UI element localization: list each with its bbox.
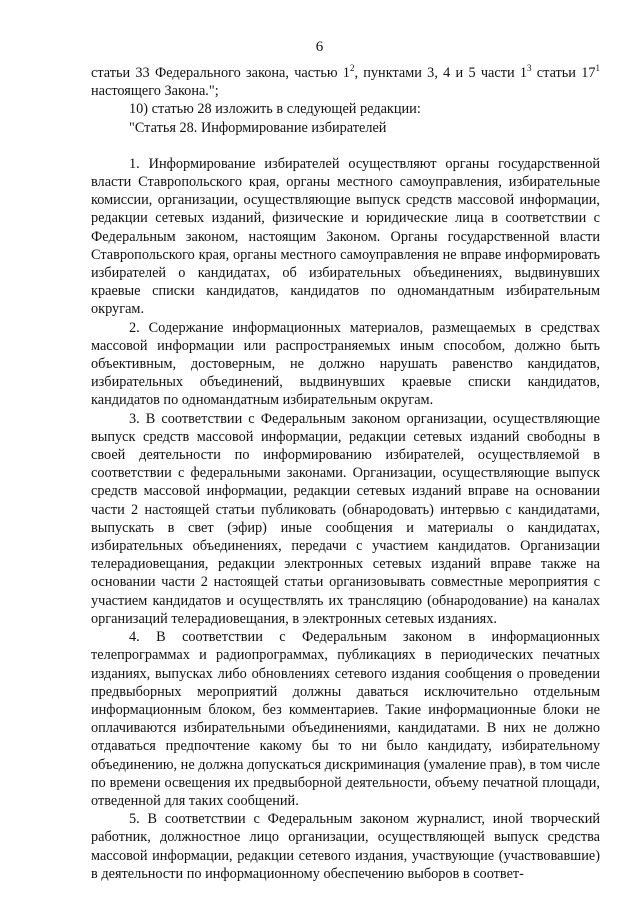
intro-sup-3: 1 xyxy=(595,63,601,74)
paragraph-3: 3. В соответствии с Федеральным законом организации, осуществляющие выпуск средств массовой информации, редакции сетевых изданий свободны в своей деятельности по информированию избирателей, осуществляемой в соответствии с федеральными законами. Организации, осуществляющие выпуск средств массовой информации, редакции сетевых изданий вправе на основании части 2 настоящей статьи публиковать (обнародовать) интервью с кандидатами, выпускать в свет (эфир) иные сообщения и материалы о кандидатах, избирательных объединениях, передачи с участием кандидатов. Организации телерадиовещания, редакции электронных сетевых изданий вправе также на основании части 2 настоящей статьи организовывать совместные мероприятия с участием кандидатов и осуществлять их трансляцию (обнародование) на каналах организаций телерадиовещания, в электронных сетевых изданиях. xyxy=(91,410,600,627)
intro-sup-1: 2 xyxy=(349,63,355,74)
intro-sup-2: 3 xyxy=(527,63,532,74)
intro-line xyxy=(91,64,600,100)
page-number: 6 xyxy=(315,39,324,55)
paragraph-2: 2. Содержание информационных материалов, размещаемых в средствах массовой информации или распространяемых иным способом, должно быть объективным, достоверным, не должно нарушать равенство кандидатов, избирательных объединений, выдвинувших краевые списки кандидатов, кандидатов по одномандатным избирательным округам. xyxy=(91,319,600,409)
intro-text-4: настоящего Закона."; xyxy=(91,83,219,100)
article-title: "Статья 28. Информирование избирателей xyxy=(129,119,387,136)
paragraph-1: 1. Информирование избирателей осуществляют органы государственной власти Ставропольского края, органы местного самоуправления, избирательные комиссии, организации, осуществляющие выпуск средств массовой информации, редакции сетевых изданий, физические и юридические лица в соответствии с Федеральным законом, настоящим Законом. Органы государственной власти Ставропольского края, органы местного самоуправления не вправе информировать избирателей о кандидатах, об избирательных объединениях, выдвинувших краевые списки кандидатов, кандидатов по одномандатным избирательным округам. xyxy=(91,155,600,318)
spacer xyxy=(91,137,600,155)
document-body xyxy=(91,64,600,883)
paragraph-4: 4. В соответствии с Федеральным законом в информационных телепрограммах и радиопрограммах, публикациях в периодических печатных изданиях, выпусках либо обновлениях сетевого издания сообщения о проведении предвыборных мероприятий должны даваться исключительно отдельным информационным блоком, без комментариев. Такие информационные блоки не оплачиваются избирательными объединениями, кандидатами. В них не должно отдаваться предпочтение какому бы то ни было кандидату, избирательному объединению, не должна допускаться дискриминация (умаление прав), в том числе по времени освещения их предвыборной деятельности, объему печатной площади, отведенной для таких сообщений. xyxy=(91,629,600,809)
intro-text-1: статьи 33 Федерального закона, частью 1 xyxy=(91,65,350,81)
intro-text-2: , пунктами 3, 4 и 5 части 1 xyxy=(354,65,528,81)
item-10: 10) статью 28 изложить в следующей редакции: xyxy=(129,101,421,118)
intro-text-3: статьи 17 xyxy=(531,65,596,81)
paragraph-5: 5. В соответствии с Федеральным законом журналист, иной творческий работник, должностное лицо организации, осуществляющей выпуск средства массовой информации, редакции сетевого издания, участвующие (участвовавшие) в деятельности по информационному обеспечению выборов в соответ- xyxy=(91,811,600,882)
